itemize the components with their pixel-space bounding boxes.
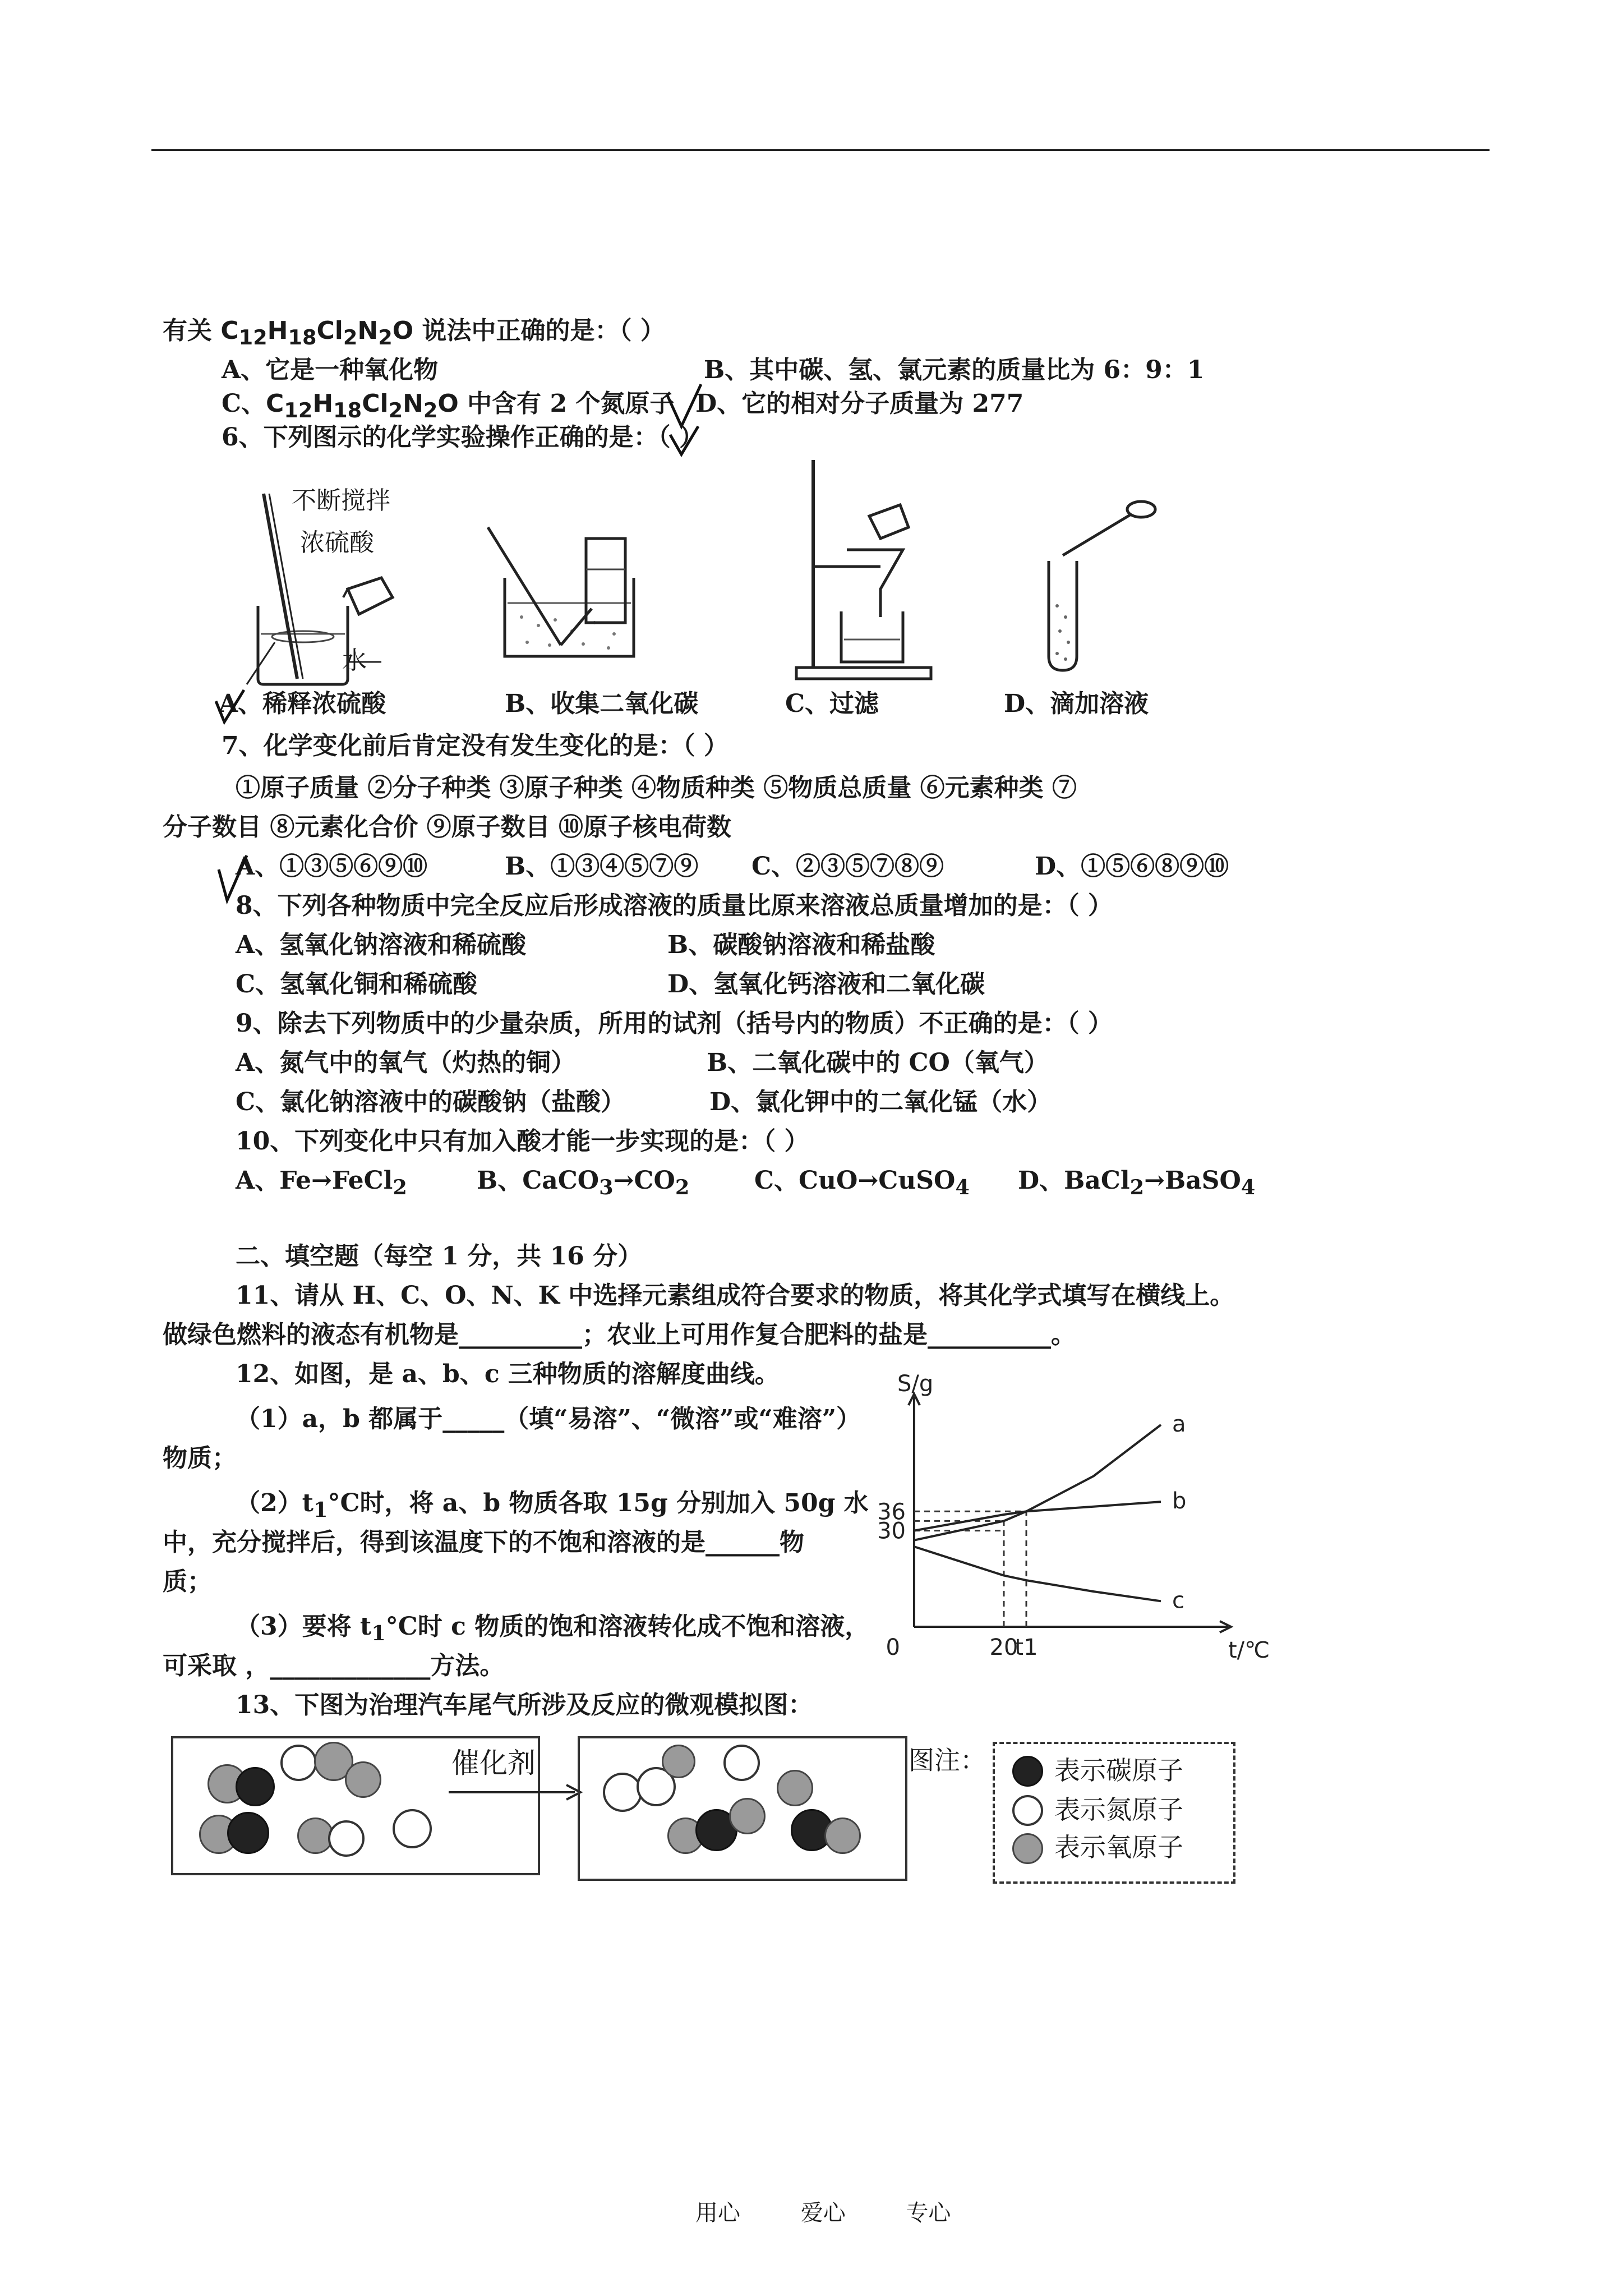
q10-option-b: B、$CaCO_3\to CO_2$ [477, 1166, 690, 1199]
q5-option-b: B、其中碳、氢、氯元素的质量比为 6：9：1 [704, 356, 1205, 384]
q10-option-a: A、Fe→FeCl$_2$ [236, 1166, 407, 1199]
fig-a-label-stir: 不断搅拌 [292, 486, 390, 515]
nitrogen-atom-legend-icon [1012, 1795, 1043, 1826]
x-tick-label: t1 [1015, 1635, 1038, 1660]
q9-option-a: A、氮气中的氧气（灼热的铜） [236, 1048, 576, 1077]
q5-stem: 有关 $C_{12}H_{18}Cl_2N_2O$ 说法中正确的是：（ ） [163, 316, 665, 349]
q12-part2-line3: 质； [163, 1567, 212, 1596]
fig-a-label-water: 水 [342, 646, 367, 675]
q8-stem: 8、下列各种物质中完全反应后形成溶液的质量比原来溶液总质量增加的是：（ ） [236, 891, 1113, 920]
nitrogen-atom [393, 1809, 432, 1848]
reaction-arrow-icon [449, 1778, 583, 1806]
q12-part3-line1: （3）要将 $t_1^\circ C$时 c 物质的饱和溶液转化成不饱和溶液， [236, 1612, 870, 1645]
oxygen-atom [662, 1745, 695, 1778]
q8-option-d: D、氢氧化钙溶液和二氧化碳 [667, 970, 985, 999]
q9-stem: 9、除去下列物质中的少量杂质，所用的试剂（括号内的物质）不正确的是：（ ） [236, 1009, 1113, 1038]
q6-stem: 6、下列图示的化学实验操作正确的是：（ ） [222, 423, 704, 452]
series-label-b: b [1172, 1488, 1187, 1515]
q12-stem: 12、如图，是 a、b、c 三种物质的溶解度曲线。 [236, 1360, 780, 1388]
oxygen-atom [345, 1761, 381, 1798]
q10-option-d: D、BaCl$_2$→BaSO$_4$ [1018, 1166, 1256, 1199]
q9-option-b: B、二氧化碳中的 CO（氧气） [707, 1048, 1049, 1077]
footer [695, 2199, 1004, 2227]
series-label-a: a [1172, 1411, 1186, 1437]
origin-label: 0 [886, 1635, 900, 1660]
fig-b-caption: B、收集二氧化碳 [505, 689, 699, 718]
q12-part2-line1: $(2)t_1^\circ C$时，将 a、b 物质各取 15g 分别加入 50g 水 [236, 1489, 869, 1522]
carbon-atom [236, 1767, 275, 1806]
legend-carbon: 表示碳原子 [1054, 1755, 1183, 1786]
x-axis-label: t/℃ [1228, 1637, 1270, 1663]
chart-labels [877, 1371, 1270, 1663]
q7-stem: 7、化学变化前后肯定没有发生变化的是：（ ） [222, 731, 728, 760]
figure-c-filtration [774, 454, 953, 690]
catalyst-label: 催化剂 [451, 1747, 536, 1779]
series-line-c [914, 1547, 1161, 1601]
q11-line2: 做绿色燃料的液态有机物是__________；农业上可用作复合肥料的盐是__________。 [163, 1320, 1076, 1349]
q13-stem: 13、下图为治理汽车尾气所涉及反应的微观模拟图： [236, 1691, 813, 1719]
q12-part1-line2: 物质； [163, 1444, 237, 1473]
footer-item: 爱心 [800, 2200, 846, 2226]
q7-items-1: ①原子质量 ②分子种类 ③原子种类 ④物质种类 ⑤物质总质量 ⑥元素种类 ⑦ [236, 774, 1077, 802]
nitrogen-atom [328, 1820, 365, 1857]
q9-option-c: C、氯化钠溶液中的碳酸钠（盐酸） [236, 1088, 626, 1116]
oxygen-atom [777, 1770, 813, 1806]
q7-option-c: C、②③⑤⑦⑧⑨ [751, 852, 944, 881]
q8-option-a: A、氢氧化钠溶液和稀硫酸 [236, 931, 527, 959]
q8-option-c: C、氢氧化铜和稀硫酸 [236, 970, 478, 999]
q10-stem: 10、下列变化中只有加入酸才能一步实现的是：（ ） [236, 1127, 809, 1156]
q11-line1: 11、请从 H、C、O、N、K 中选择元素组成符合要求的物质，将其化学式填写在横线上。 [236, 1281, 1235, 1310]
check-mark-icon [213, 687, 247, 726]
fig-d-caption: D、滴加溶液 [1004, 689, 1149, 718]
q9-option-d: D、氯化钾中的二氧化锰（水） [709, 1088, 1052, 1116]
check-mark-icon [667, 424, 701, 457]
x-tick-label: 20 [989, 1635, 1018, 1660]
oxygen-atom-legend-icon [1012, 1833, 1043, 1864]
legend-oxygen: 表示氧原子 [1054, 1832, 1183, 1862]
carbon-atom-legend-icon [1012, 1756, 1043, 1787]
fig-a-caption: A、稀释浓硫酸 [219, 689, 386, 718]
chart-series [914, 1425, 1161, 1601]
footer-item: 专心 [906, 2200, 951, 2226]
q12-part3-line2: 可采取 ，_____________方法。 [163, 1651, 505, 1680]
q7-items-2: 分子数目 ⑧元素化合价 ⑨原子数目 ⑩原子核电荷数 [163, 813, 731, 841]
y-axis-label: S/g [897, 1371, 934, 1397]
q5-option-c: C、$C_{12}H_{18}Cl_2N_2O$ 中含有 2 个氮原子 [222, 389, 675, 422]
section2-heading: 二、填空题（每空 1 分，共 16 分） [236, 1242, 643, 1271]
nitrogen-atom [723, 1745, 760, 1781]
legend-nitrogen: 表示氮原子 [1054, 1795, 1183, 1825]
q8-option-b: B、碳酸钠溶液和稀盐酸 [667, 931, 935, 959]
nitrogen-atom [603, 1773, 642, 1812]
oxygen-atom [824, 1818, 861, 1854]
fig-c-caption: C、过滤 [785, 689, 879, 718]
q12-part1-line1: （1）a，b 都属于_____（填“易溶”、“微溶”或“难溶”） [236, 1405, 861, 1433]
series-label-c: c [1172, 1588, 1184, 1614]
y-tick-label: 36 [877, 1499, 906, 1525]
nitrogen-atom [280, 1745, 317, 1781]
footer-item: 用心 [695, 2200, 740, 2226]
q7-option-d: D、①⑤⑥⑧⑨⑩ [1035, 852, 1229, 881]
q5-option-d: D、它的相对分子质量为 277 [695, 389, 1024, 418]
solubility-chart [864, 1371, 1270, 1672]
q7-option-a: A、①③⑤⑥⑨⑩ [236, 852, 428, 881]
carbon-atom [227, 1812, 269, 1854]
legend-title: 图注： [909, 1745, 986, 1775]
oxygen-atom [729, 1798, 766, 1834]
q5-formula: $C_{12}H_{18}Cl_2N_2O$ [220, 316, 414, 349]
fig-a-label-acid: 浓硫酸 [300, 528, 374, 557]
figure-d-dropper [1032, 499, 1166, 679]
q5-option-a: A、它是一种氧化物 [222, 356, 439, 384]
y-tick-label: 30 [877, 1518, 906, 1544]
q7-option-b: B、①③④⑤⑦⑨ [505, 852, 699, 881]
header-rule [151, 149, 1490, 151]
q10-option-c: C、CuO→CuSO$_4$ [754, 1166, 970, 1199]
figure-b-collect-co2 [482, 505, 651, 673]
q12-part2-line2: 中，充分搅拌后，得到该温度下的不饱和溶液的是______物 [163, 1528, 804, 1557]
